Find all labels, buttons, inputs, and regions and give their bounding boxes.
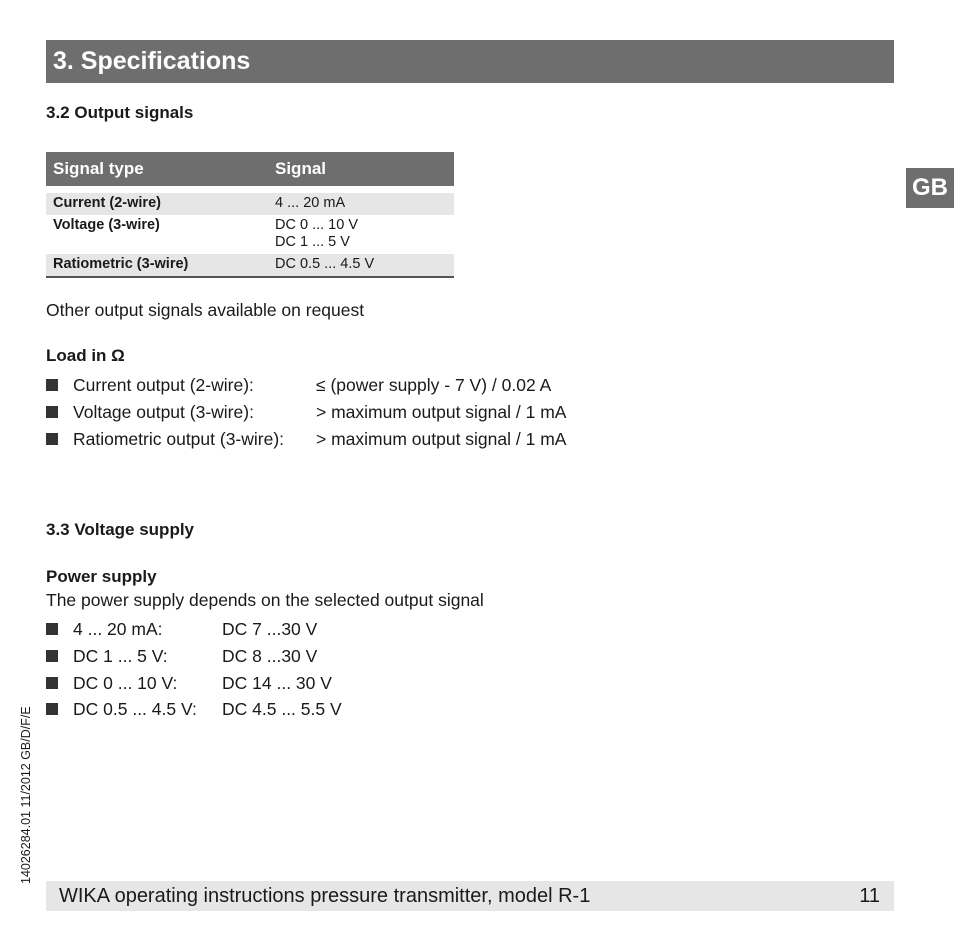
load-item-label: Current output (2-wire):	[73, 375, 254, 395]
load-item-label: Ratiometric output (3-wire):	[73, 429, 285, 449]
signal-type-cell: Ratiometric (3-wire)	[46, 254, 268, 277]
load-item-value: > maximum output signal / 1 mA	[316, 429, 567, 449]
page-footer	[46, 881, 894, 911]
square-bullet-icon	[46, 623, 58, 635]
table-header-row	[46, 152, 454, 186]
output-signals-table	[46, 152, 454, 278]
square-bullet-icon	[46, 677, 58, 689]
signal-cell: DC 0.5 ... 4.5 V	[268, 254, 454, 277]
power-supply-description: The power supply depends on the selected output signal	[46, 590, 484, 610]
supply-item-label: DC 0 ... 10 V:	[73, 673, 178, 693]
load-item-value: > maximum output signal / 1 mA	[316, 402, 567, 422]
output-signals-note: Other output signals available on request	[46, 300, 365, 320]
signal-type-cell: Current (2-wire)	[46, 193, 268, 215]
supply-item-value: DC 7 ...30 V	[222, 619, 318, 639]
load-heading: Load in Ω	[46, 346, 125, 365]
square-bullet-icon	[46, 433, 58, 445]
square-bullet-icon	[46, 703, 58, 715]
document-code: 14026284.01 11/2012 GB/D/F/E	[19, 706, 33, 884]
section-title: 3. Specifications	[46, 40, 894, 83]
load-item-value: ≤ (power supply - 7 V) / 0.02 A	[316, 375, 552, 395]
table-row	[46, 254, 454, 277]
output-signals-heading: 3.2 Output signals	[46, 103, 194, 122]
footer-text: WIKA operating instructions pressure transmitter, model R-1	[59, 885, 591, 907]
table-row	[46, 193, 454, 215]
language-tab: GB	[906, 168, 954, 208]
signal-cell	[268, 215, 454, 254]
supply-item-value: DC 8 ...30 V	[222, 646, 318, 666]
supply-item-label: DC 0.5 ... 4.5 V:	[73, 699, 197, 719]
supply-item-value: DC 14 ... 30 V	[222, 673, 332, 693]
page-number: 11	[859, 885, 880, 907]
table-row	[46, 215, 454, 254]
supply-item-label: 4 ... 20 mA:	[73, 619, 163, 639]
load-item-label: Voltage output (3-wire):	[73, 402, 254, 422]
table-header-signal-type: Signal type	[46, 152, 268, 186]
signal-type-cell: Voltage (3-wire)	[53, 217, 160, 233]
supply-item-value: DC 4.5 ... 5.5 V	[222, 699, 342, 719]
voltage-supply-heading: 3.3 Voltage supply	[46, 520, 195, 539]
square-bullet-icon	[46, 650, 58, 662]
signal-cell: 4 ... 20 mA	[268, 193, 454, 215]
table-header-signal: Signal	[268, 152, 454, 186]
square-bullet-icon	[46, 379, 58, 391]
square-bullet-icon	[46, 406, 58, 418]
supply-item-label: DC 1 ... 5 V:	[73, 646, 168, 666]
power-supply-subheading: Power supply	[46, 567, 157, 586]
signal-value: DC 1 ... 5 V	[275, 234, 350, 250]
signal-value: DC 0 ... 10 V	[275, 217, 359, 233]
